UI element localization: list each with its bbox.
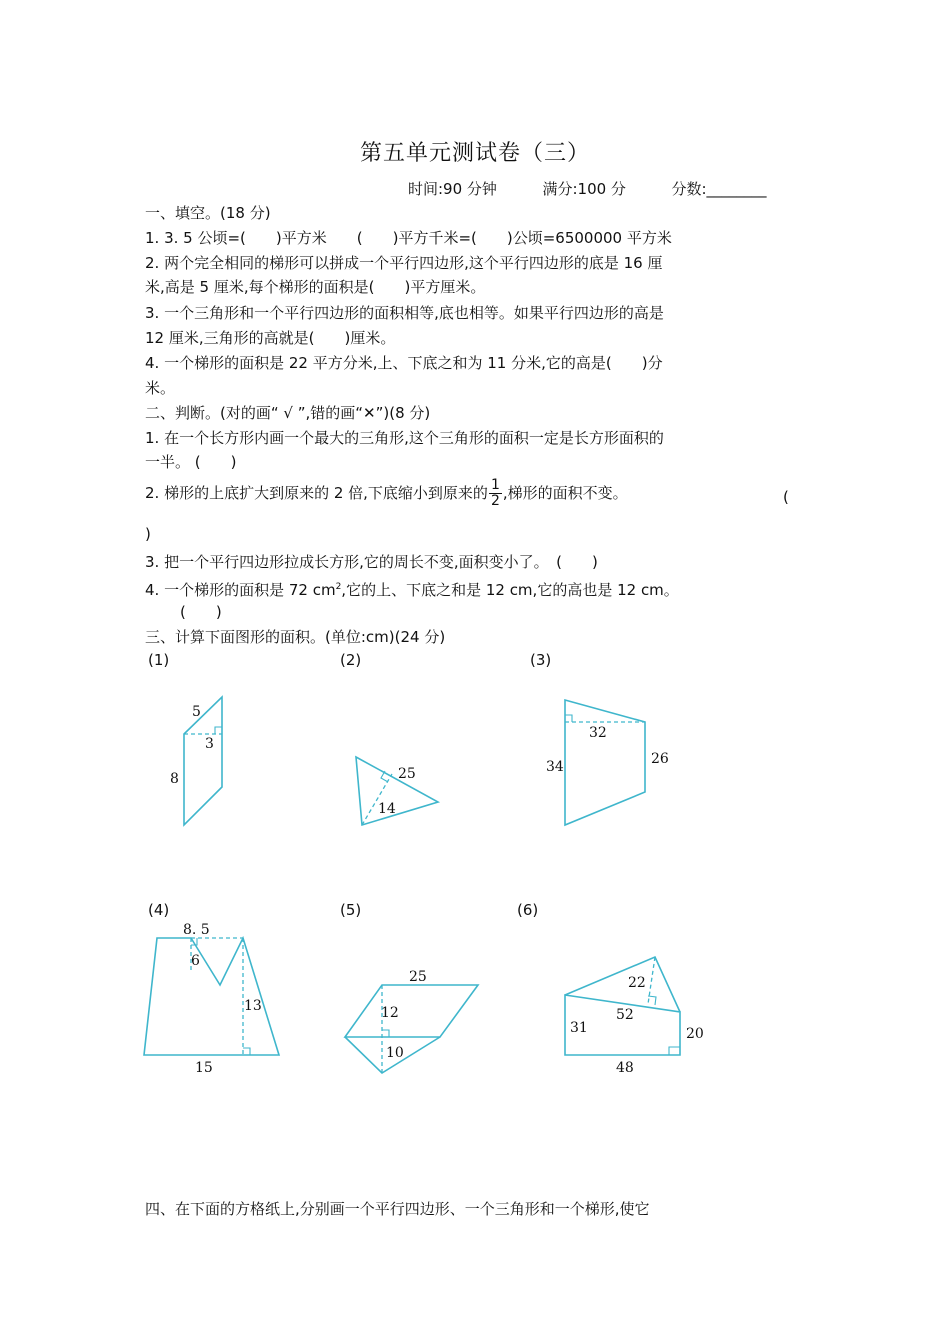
s1-question-2-line2: 米,高是 5 厘米,每个梯形的面积是( )平方厘米。 xyxy=(145,278,486,296)
fig6-right-angle-top xyxy=(648,996,656,1005)
s1-question-4-line1: 4. 一个梯形的面积是 22 平方分米,上、下底之和为 11 分米,它的高是( )分 xyxy=(145,354,663,372)
fig6-label-base: 48 xyxy=(616,1060,634,1076)
fig6-label-right: 20 xyxy=(686,1026,704,1042)
fig5-label-triangle: 10 xyxy=(386,1045,404,1061)
s2-q4-text-pre: 4. 一个梯形的面积是 72 cm xyxy=(145,581,336,599)
squared-superscript: 2 xyxy=(335,582,342,592)
s2-q2-paren-close: ) xyxy=(145,525,151,543)
section3-heading: 三、计算下面图形的面积。(单位:cm)(24 分) xyxy=(145,628,446,646)
fraction-numerator: 1 xyxy=(490,477,500,493)
fig6-label-left: 31 xyxy=(570,1020,588,1036)
s2-q4-text-post: ,它的上、下底之和是 12 cm,它的高也是 12 cm。 xyxy=(341,581,679,599)
figure-label-2: (2) xyxy=(340,651,362,669)
s1-question-3-line1: 3. 一个三角形和一个平行四边形的面积相等,底也相等。如果平行四边形的高是 xyxy=(145,304,664,322)
figure-label-1: (1) xyxy=(148,651,170,669)
fig1-label-height: 3 xyxy=(205,736,214,752)
fig4-label-height: 13 xyxy=(244,998,262,1014)
fig4-label-inner: 6 xyxy=(191,953,200,969)
fig5-label-top: 25 xyxy=(409,969,427,985)
fraction-denominator: 2 xyxy=(490,493,500,509)
full-score: 满分:100 分 xyxy=(542,180,626,198)
figure-6-composite xyxy=(565,957,704,1076)
section1-heading: 一、填空。(18 分) xyxy=(145,204,271,222)
fig2-label-base: 25 xyxy=(398,766,416,782)
s1-question-4-line2: 米。 xyxy=(145,379,176,397)
fig5-parallelogram xyxy=(345,985,478,1037)
s1-question-1: 1. 3. 5 公顷=( )平方米 ( )平方千米=( )公顷=6500000 平方米 xyxy=(145,229,672,247)
fig5-label-height: 12 xyxy=(381,1005,399,1021)
fig1-outline xyxy=(184,697,222,825)
fig1-right-angle xyxy=(215,727,222,734)
fig3-label-height: 32 xyxy=(589,725,607,741)
fig1-label-base: 8 xyxy=(170,771,179,787)
s1-question-2-line1: 2. 两个完全相同的梯形可以拼成一个平行四边形,这个平行四边形的底是 16 厘 xyxy=(145,254,663,272)
fig4-outline xyxy=(144,938,279,1055)
fig6-label-height: 22 xyxy=(628,975,646,991)
figure-3-trapezoid xyxy=(546,700,669,825)
s2-question-1-line2: 一半。 ( ) xyxy=(145,453,237,471)
fig4-label-top: 8. 5 xyxy=(183,922,210,938)
fig1-label-side: 5 xyxy=(192,704,201,720)
fig3-right-angle xyxy=(565,715,572,722)
figure-label-3: (3) xyxy=(530,651,552,669)
fig5-right-angle xyxy=(382,1030,389,1037)
fig3-label-left: 34 xyxy=(546,759,564,775)
figure-2-triangle xyxy=(356,757,438,825)
time-limit: 时间:90 分钟 xyxy=(408,180,497,198)
figure-label-6: (6) xyxy=(517,901,539,919)
s1-question-3-line2: 12 厘米,三角形的高就是( )厘米。 xyxy=(145,329,396,347)
fig4-label-base: 15 xyxy=(195,1060,213,1076)
fig3-outline xyxy=(565,700,645,825)
section2-heading: 二、判断。(对的画“ √ ”,错的画“✕”)(8 分) xyxy=(145,404,431,422)
s2-question-1-line1: 1. 在一个长方形内画一个最大的三角形,这个三角形的面积一定是长方形面积的 xyxy=(145,429,664,447)
s2-q2-paren-open: ( xyxy=(783,488,789,506)
fig2-right-angle xyxy=(381,771,388,782)
s2-question-3: 3. 把一个平行四边形拉成长方形,它的周长不变,面积变小了。 ( ) xyxy=(145,553,598,571)
fig2-label-height: 14 xyxy=(378,801,396,817)
fig3-label-right: 26 xyxy=(651,751,669,767)
figure-label-5: (5) xyxy=(340,901,362,919)
fig2-outline xyxy=(356,757,438,825)
fig4-right-angle-bottom xyxy=(243,1048,250,1055)
page-title: 第五单元测试卷（三） xyxy=(359,141,590,166)
fig6-label-diagonal: 52 xyxy=(616,1007,634,1023)
section4-heading: 四、在下面的方格纸上,分别画一个平行四边形、一个三角形和一个梯形,使它 xyxy=(145,1200,650,1218)
s2-q2-text-post: ,梯形的面积不变。 xyxy=(502,484,628,502)
figure-1-parallelogram xyxy=(170,697,222,825)
s2-question-4-line2: ( ) xyxy=(180,603,222,621)
s2-q2-text-pre: 2. 梯形的上底扩大到原来的 2 倍,下底缩小到原来的 xyxy=(145,484,488,502)
figure-4-composite xyxy=(144,922,279,1076)
figure-label-4: (4) xyxy=(148,901,170,919)
fig6-right-angle-bottom xyxy=(669,1047,680,1055)
figure-5-composite xyxy=(345,969,478,1073)
score-field[interactable]: 分数:________ xyxy=(671,180,767,198)
